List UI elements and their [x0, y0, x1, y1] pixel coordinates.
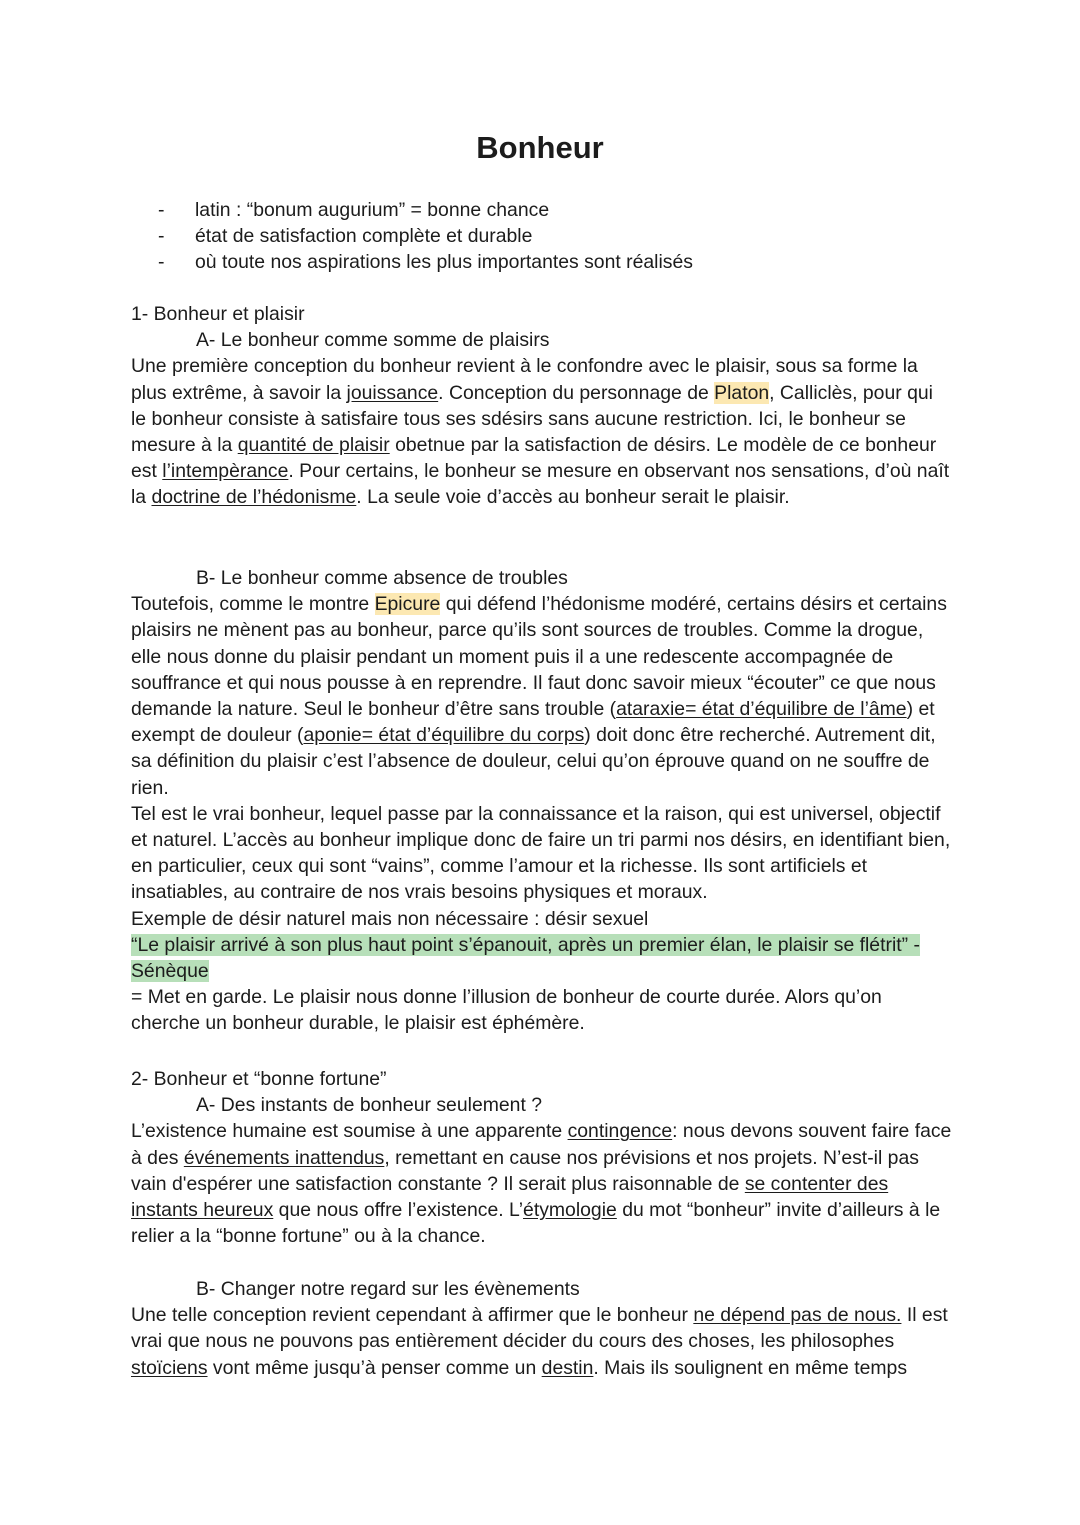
dash-bullet-icon: - [158, 225, 165, 248]
underlined-term: aponie= état d’équilibre du corps [303, 724, 585, 747]
paragraph: = Met en garde. Le plaisir nous donne l’illusion de bonheur de courte durée. Alors qu’on cherche un bonheur durable, le plaisir est éphémère. [131, 986, 882, 1035]
underlined-term: se contenter des instants heureux [131, 1172, 889, 1222]
underlined-term: doctrine de l’hédonisme [151, 486, 357, 509]
quote [131, 932, 953, 984]
underlined-term: stoïciens [131, 1356, 208, 1379]
underlined-term: contingence [567, 1120, 673, 1143]
highlighted-name: Platon [714, 381, 770, 404]
section-heading: 2- Bonheur et “bonne fortune” [131, 1068, 387, 1090]
section-heading: 1- Bonheur et plaisir [131, 303, 305, 325]
highlighted-name: Epicure [374, 593, 441, 616]
subsection-heading: A- Des instants de bonheur seulement ? [196, 1094, 543, 1117]
section-2-b [131, 1276, 953, 1381]
paragraph: Une première conception du bonheur revient à le confondre avec le plaisir, sous sa forme la plus extrême, à savoir la jouissance. Conception du personnage de Platon, Calliclès, pour qui le bonheur consiste à satisfaire tous ses sdésirs sans aucune restriction. Ici, le bonheur se mesure à la quantité de plaisir obetnue par la satisfaction de désirs. Le modèle de ce bonheur est l’intempèrance. Pour certains, le bonheur se mesure en observant nos sensations, d’où naît la doctrine de l’hédonisme. La seule voie d’accès au bonheur serait le plaisir. [131, 355, 950, 509]
section-1 [131, 301, 953, 511]
underlined-term: ataraxie= état d’équilibre de l’âme [616, 698, 907, 721]
underlined-term: ne dépend pas de nous. [693, 1304, 902, 1327]
underlined-term: jouissance [346, 381, 439, 404]
definition-list [158, 197, 958, 276]
paragraph: Exemple de désir naturel mais non nécessaire : désir sexuel [131, 907, 649, 930]
paragraph: Tel est le vrai bonheur, lequel passe par la connaissance et la raison, qui est universel, objectif et naturel. L’accès au bonheur implique donc de faire un tri parmi nos désirs, en identifiant bien, en particulier, ceux qui sont “vains”, comme l’amour et la richesse. Ils sont artificiels et insatiables, au contraire de nos vrais besoins physiques et moraux. [131, 802, 951, 904]
underlined-term: quantité de plaisir [237, 434, 390, 457]
paragraph: L’existence humaine est soumise à une apparente contingence: nous devons souvent faire face à des événements inattendus, remettant en cause nos prévisions et nos projets. N’est-il pas vain d'espérer une satisfaction constante ? Il serait plus raisonnable de se contenter des instants heureux que nous offre l’existence. L’étymologie du mot “bonheur” invite d’ailleurs à le relier a la “bonne fortune” ou à la chance. [131, 1120, 952, 1248]
list-item: - où toute nos aspirations les plus importantes sont réalisés [158, 249, 958, 275]
section-1-b [131, 565, 953, 1037]
subsection-heading: A- Le bonheur comme somme de plaisirs [196, 329, 550, 352]
underlined-term: destin [541, 1356, 594, 1379]
subsection-heading: B- Changer notre regard sur les évènements [196, 1278, 580, 1300]
underlined-term: événements inattendus [183, 1146, 385, 1169]
list-item: - état de satisfaction complète et durable [158, 223, 958, 249]
dash-bullet-icon: - [158, 199, 165, 221]
paragraph: Une telle conception revient cependant à affirmer que le bonheur ne dépend pas de nous. Il est vrai que nous ne pouvons pas entièrement décider du cours des choses, les philosophes stoïciens vont même jusqu’à penser comme un destin. Mais ils soulignent en même temps [131, 1304, 948, 1379]
dash-bullet-icon: - [158, 251, 165, 274]
list-item: - latin : “bonum augurium” = bonne chance [158, 197, 958, 223]
underlined-term: étymologie [523, 1199, 617, 1222]
subsection-heading: B- Le bonheur comme absence de troubles [196, 567, 568, 589]
page-title: Bonheur [476, 130, 604, 165]
paragraph: Toutefois, comme le montre Epicure qui défend l’hédonisme modéré, certains désirs et certains plaisirs ne mènent pas au bonheur, parce qu’ils sont sources de troubles. Comme la drogue, elle nous donne du plaisir pendant un moment puis il a une redescente accompagnée de souffrance et qui nous pousse à en reprendre. Il faut donc savoir mieux “écouter” ce que nous demande la nature. Seul le bonheur d’être sans trouble (ataraxie= état d’équilibre de l’âme) et exempt de douleur (aponie= état d’équilibre du corps) doit donc être recherché. Autrement dit, sa définition du plaisir c’est l’absence de douleur, celui qu’on éprouve quand on ne souffre de rien. [131, 593, 947, 799]
section-2 [131, 1066, 953, 1249]
highlighted-quote: “Le plaisir arrivé à son plus haut point s’épanouit, après un premier élan, le plaisir se flétrit” - Sénèque [131, 933, 920, 983]
underlined-term: l’intempèrance [162, 460, 289, 483]
